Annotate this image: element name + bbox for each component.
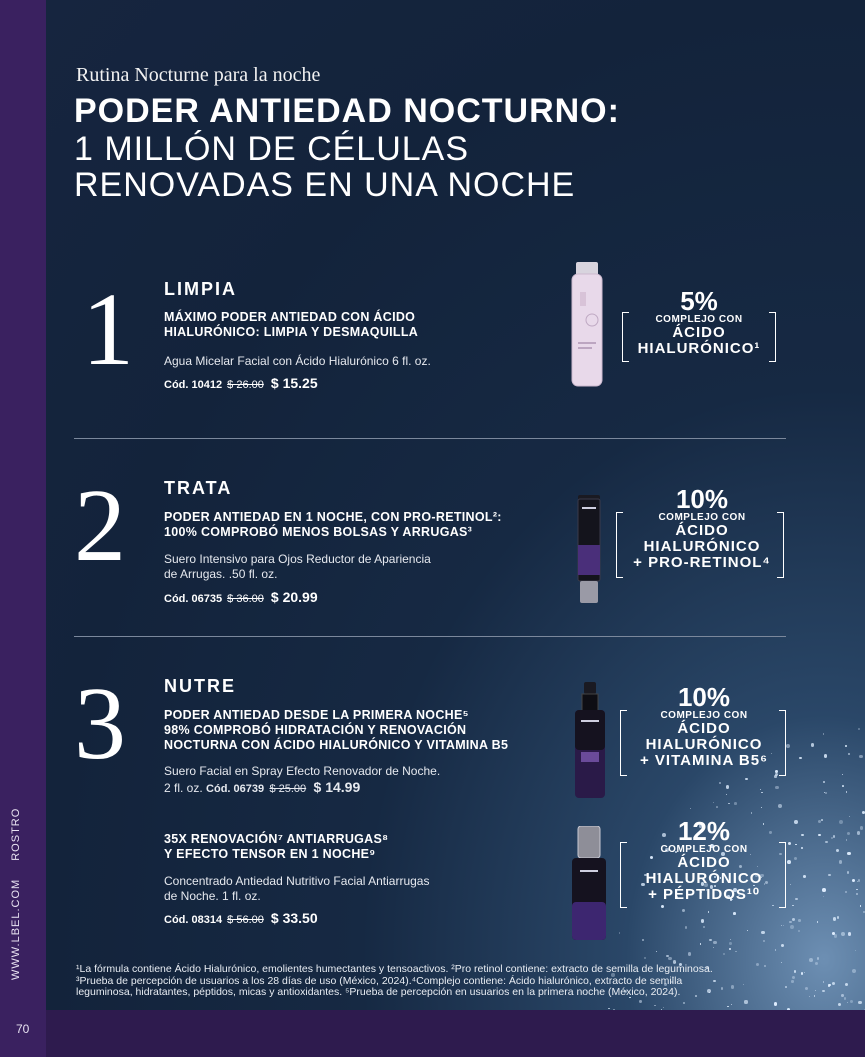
step-number-1: 1 <box>82 272 134 387</box>
sparkle-dot <box>856 889 858 891</box>
sparkle-dot <box>729 942 732 945</box>
sparkle-dot <box>801 834 804 837</box>
sparkle-dot <box>775 949 777 951</box>
step-number-3: 3 <box>74 666 126 781</box>
sparkle-dot <box>858 879 860 881</box>
sparkle-dot <box>842 785 844 787</box>
sparkle-dot <box>727 1006 729 1008</box>
badge-line: ÁCIDO <box>675 522 729 539</box>
sparkle-dot <box>845 983 848 986</box>
sparkle-dot <box>825 792 827 794</box>
sparkle-dot <box>841 994 844 997</box>
sparkle-dot <box>850 1000 853 1003</box>
badge-line: HIALURÓNICO <box>645 870 763 887</box>
sparkle-dot <box>828 874 830 876</box>
sparkle-dot <box>857 831 861 835</box>
new-price: $ 33.50 <box>270 910 318 926</box>
claim-line: 100% COMPROBÓ MENOS BOLSAS Y ARRUGAS³ <box>164 525 473 539</box>
product-code: Cód. 06739 <box>206 783 265 795</box>
new-price: $ 14.99 <box>313 779 361 795</box>
sparkle-dot <box>818 834 821 837</box>
sparkle-dot <box>848 753 850 755</box>
sparkle-dot <box>832 982 835 985</box>
badge-acid-12-peptidos <box>624 818 784 903</box>
badge-line: + VITAMINA B5⁶ <box>639 752 768 769</box>
product-description <box>164 552 431 582</box>
sparkle-dot <box>839 860 842 863</box>
sparkle-dot <box>859 755 862 758</box>
sparkle-dot <box>795 844 797 846</box>
badge-line: ÁCIDO <box>672 324 726 341</box>
product-code: Cód. 06735 <box>164 593 223 605</box>
sparkle-dot <box>855 950 856 951</box>
concentrate-bottle <box>570 826 608 942</box>
claim-line: HIALURÓNICO: LIMPIA Y DESMAQUILLA <box>164 325 419 339</box>
sparkle-dot <box>809 958 813 962</box>
step-number-2: 2 <box>74 468 126 583</box>
bracket-right <box>779 710 786 776</box>
old-price: $ 36.00 <box>227 593 264 605</box>
new-price: $ 20.99 <box>270 589 318 605</box>
sparkle-dot <box>790 925 794 929</box>
badge-small: COMPLEJO CON <box>658 512 746 523</box>
sparkle-dot <box>772 905 773 906</box>
sparkle-dot <box>763 940 765 942</box>
sparkle-dot <box>775 786 778 789</box>
sparkle-dot <box>848 932 851 935</box>
bracket-left <box>622 312 629 362</box>
badge-small: COMPLEJO CON <box>655 314 743 325</box>
sparkle-dot <box>860 905 862 907</box>
badge-acid-10-retinol <box>622 486 782 571</box>
sparkle-dot <box>713 802 714 803</box>
sparkle-dot <box>761 807 762 808</box>
sparkle-dot <box>608 1008 609 1009</box>
sparkle-dot <box>701 919 704 922</box>
micellar-water-bottle <box>570 262 612 390</box>
sparkle-dot <box>642 939 644 941</box>
badge-line: HIALURÓNICO¹ <box>637 340 761 357</box>
sparkle-dot <box>846 839 848 841</box>
sparkle-dot <box>786 744 790 748</box>
page-title: PODER ANTIEDAD NOCTURNO: <box>74 92 620 130</box>
bracket-right <box>779 842 786 908</box>
sparkle-dot <box>803 875 806 878</box>
price-line <box>164 375 318 391</box>
sparkle-dot <box>723 953 725 955</box>
sparkle-dot <box>801 847 803 849</box>
sparkle-dot <box>833 917 836 920</box>
sparkle-dot <box>836 849 839 852</box>
sparkle-dot <box>811 743 814 746</box>
badge-line: HIALURÓNICO <box>643 538 761 555</box>
footnotes <box>76 964 826 999</box>
sparkle-dot <box>825 841 827 843</box>
sparkle-dot <box>751 812 753 814</box>
badge-line: HIALURÓNICO <box>645 736 763 753</box>
sparkle-dot <box>860 826 864 830</box>
eye-serum-tube <box>574 495 604 605</box>
new-price: $ 15.25 <box>270 375 318 391</box>
sparkle-dot <box>781 925 782 926</box>
sparkle-dot <box>847 852 850 855</box>
step-claim <box>164 510 502 540</box>
sparkle-dot <box>787 1008 790 1010</box>
sparkle-dot <box>842 774 843 775</box>
desc-line: de Noche. 1 fl. oz. <box>164 889 261 903</box>
step-claim <box>164 708 508 753</box>
sparkle-dot <box>847 1002 848 1003</box>
sparkle-dot <box>834 934 838 938</box>
sparkle-dot <box>761 931 765 935</box>
sparkle-dot <box>852 879 855 882</box>
desc-line: de Arrugas. .50 fl. oz. <box>164 567 278 581</box>
old-price: $ 25.00 <box>269 783 307 795</box>
sparkle-dot <box>824 754 827 757</box>
sparkle-dot <box>744 1000 747 1003</box>
badge-acid-5 <box>622 288 776 357</box>
bracket-right <box>777 512 784 578</box>
sparkle-dot <box>719 782 721 784</box>
product-code: Cód. 08314 <box>164 914 223 926</box>
sparkle-dot <box>778 804 782 808</box>
sparkle-dot <box>787 860 791 864</box>
sparkle-dot <box>644 957 645 958</box>
sparkle-dot <box>731 1004 732 1005</box>
badge-line: + PÉPTIDOS¹⁰ <box>648 886 760 903</box>
desc-size: 2 fl. oz. <box>164 781 203 795</box>
step-claim <box>164 832 388 862</box>
sparkle-dot <box>817 957 819 959</box>
step-claim <box>164 310 418 340</box>
step-title-trata: TRATA <box>164 478 233 498</box>
sparkle-dot <box>688 952 692 956</box>
desc-line: Concentrado Antiedad Nutritivo Facial Antiarrugas <box>164 874 430 888</box>
sparkle-dot <box>663 1007 664 1008</box>
price-line <box>164 780 360 797</box>
sparkle-dot <box>690 808 691 809</box>
desc-line: Suero Intensivo para Ojos Reductor de Apariencia <box>164 552 431 566</box>
sparkle-dot <box>799 757 801 759</box>
sparkle-dot <box>683 1002 685 1004</box>
claim-line: MÁXIMO PODER ANTIEDAD CON ÁCIDO <box>164 310 416 324</box>
claim-line: PODER ANTIEDAD DESDE LA PRIMERA NOCHE⁵ <box>164 708 469 722</box>
sparkle-dot <box>654 1005 655 1006</box>
sparkle-dot <box>833 835 836 838</box>
sparkle-dot <box>668 957 671 960</box>
footnote-line: leguminosa, hidratantes, péptidos, micas y antioxidantes. ⁵Prueba de percepción en usuarios en la primera noche (México, 2024). <box>76 986 681 998</box>
claim-line: 98% COMPROBÓ HIDRATACIÓN Y RENOVACIÓN <box>164 723 467 737</box>
sparkle-dot <box>661 905 664 908</box>
bracket-right <box>769 312 776 362</box>
section-label: ROSTRO <box>10 807 22 861</box>
footnote-line: ³Prueba de percepción de usuarios a los 28 días de uso (México, 2024).⁴Complejo contiene: Ácido hialurónico, extracto de semilla <box>76 974 683 987</box>
badge-percent: 12% <box>677 816 731 846</box>
step-title-limpia: LIMPIA <box>164 279 237 299</box>
sparkle-dot <box>726 794 727 795</box>
sparkle-dot <box>713 941 716 944</box>
bracket-left <box>620 842 627 908</box>
sparkle-dot <box>792 905 793 906</box>
price-line <box>164 589 318 605</box>
badge-small: COMPLEJO CON <box>660 844 748 855</box>
product-description <box>164 874 429 904</box>
badge-percent: 10% <box>675 484 729 514</box>
sparkle-dot <box>846 791 847 792</box>
sparkle-dot <box>795 898 798 901</box>
sparkle-dot <box>844 997 847 1000</box>
old-price: $ 56.00 <box>227 914 264 926</box>
bottom-bar <box>46 1010 865 1057</box>
badge-line: ÁCIDO <box>677 854 731 871</box>
sparkle-dot <box>856 893 858 895</box>
sparkle-dot <box>817 921 819 923</box>
sparkle-dot <box>685 926 687 928</box>
sparkle-dot <box>798 930 800 932</box>
sparkle-dot <box>734 802 737 805</box>
sparkle-dot <box>747 930 748 931</box>
sparkle-dot <box>792 918 795 921</box>
step-title-nutre: NUTRE <box>164 676 236 696</box>
sparkle-dot <box>798 919 801 922</box>
site-url[interactable]: WWW.LBEL.COM <box>10 878 22 980</box>
page-title-line3: RENOVADAS EN UNA NOCHE <box>74 166 576 204</box>
sparkle-dot <box>841 932 845 936</box>
sparkle-dot <box>828 985 830 987</box>
sparkle-dot <box>789 921 792 924</box>
sparkle-dot <box>852 969 856 973</box>
sparkle-dot <box>823 781 825 783</box>
sparkle-dot <box>713 947 715 949</box>
sparkle-dot <box>639 1000 641 1002</box>
bracket-left <box>620 710 627 776</box>
sidebar <box>0 0 46 1057</box>
sparkle-dot <box>783 925 784 926</box>
sparkle-dot <box>730 939 731 940</box>
sparkle-dot <box>794 820 798 824</box>
sparkle-dot <box>733 912 736 915</box>
sparkle-dot <box>822 888 826 892</box>
sparkle-dot <box>788 842 791 845</box>
old-price: $ 26.00 <box>227 379 264 391</box>
bracket-left <box>616 512 623 578</box>
badge-line: ÁCIDO <box>677 720 731 737</box>
sparkle-dot <box>781 944 784 947</box>
page-title-line2: 1 MILLÓN DE CÉLULAS <box>74 130 470 168</box>
sparkle-dot <box>661 1009 663 1010</box>
sparkle-dot <box>729 948 731 950</box>
sparkle-dot <box>716 806 718 808</box>
sparkle-dot <box>823 896 824 897</box>
divider <box>74 636 786 637</box>
badge-percent: 10% <box>677 682 731 712</box>
sparkle-dot <box>847 832 850 835</box>
sparkle-dot <box>700 943 701 944</box>
badge-small: COMPLEJO CON <box>660 710 748 721</box>
sparkle-dot <box>849 816 850 817</box>
divider <box>74 438 786 439</box>
sparkle-dot <box>845 891 847 893</box>
sparkle-dot <box>761 792 763 794</box>
claim-line: PODER ANTIEDAD EN 1 NOCHE, CON PRO-RETINOL²: <box>164 510 502 524</box>
sparkle-dot <box>656 951 657 952</box>
spray-serum-bottle <box>572 682 610 800</box>
sparkle-dot <box>858 728 860 730</box>
sparkle-dot <box>726 785 729 788</box>
sparkle-dot <box>831 837 833 839</box>
sparkle-dot <box>847 871 850 874</box>
sparkle-dot <box>775 773 778 776</box>
sparkle-dot <box>794 857 797 860</box>
footnote-line: ¹La fórmula contiene Ácido Hialurónico, emolientes humectantes y tensoactivos. ²Pro retinol contiene: extracto de semilla de leguminosa. <box>76 963 713 975</box>
sidebar-text <box>10 790 22 980</box>
claim-line: 35X RENOVACIÓN⁷ ANTIARRUGAS⁸ <box>164 832 389 846</box>
badge-percent: 5% <box>680 286 718 316</box>
price-line <box>164 910 318 926</box>
claim-line: NOCTURNA CON ÁCIDO HIALURÓNICO Y VITAMINA B5 <box>164 738 509 752</box>
sparkle-dot <box>708 911 709 912</box>
sparkle-dot <box>781 962 782 963</box>
sparkle-dot <box>839 820 843 824</box>
sparkle-dot <box>745 778 747 780</box>
sparkle-dot <box>709 939 711 941</box>
sparkle-dot <box>703 926 705 928</box>
page-subtitle: Rutina Nocturne para la noche <box>76 64 321 86</box>
product-description: Suero Facial en Spray Efecto Renovador de Noche. <box>164 764 441 778</box>
sparkle-dot <box>728 803 729 804</box>
sparkle-dot <box>837 916 840 919</box>
sparkle-dot <box>821 819 823 821</box>
sparkle-dot <box>682 909 685 912</box>
sparkle-dot <box>845 745 847 747</box>
sparkle-dot <box>858 1001 861 1004</box>
sparkle-dot <box>760 789 761 790</box>
sparkle-dot <box>613 1009 615 1010</box>
sparkle-dot <box>735 951 737 953</box>
sparkle-dot <box>823 733 825 735</box>
main-panel <box>46 0 865 1010</box>
product-description: Agua Micelar Facial con Ácido Hialurónico 6 fl. oz. <box>164 354 431 368</box>
badge-line: + PRO-RETINOL⁴ <box>633 554 771 571</box>
sparkle-dot <box>838 1003 841 1006</box>
sparkle-dot <box>790 884 791 885</box>
sparkle-dot <box>619 932 620 933</box>
badge-acid-10-b5 <box>624 684 784 769</box>
product-code: Cód. 10412 <box>164 379 223 391</box>
page-number: 70 <box>16 1022 30 1036</box>
claim-line: Y EFECTO TENSOR EN 1 NOCHE⁹ <box>164 847 376 861</box>
